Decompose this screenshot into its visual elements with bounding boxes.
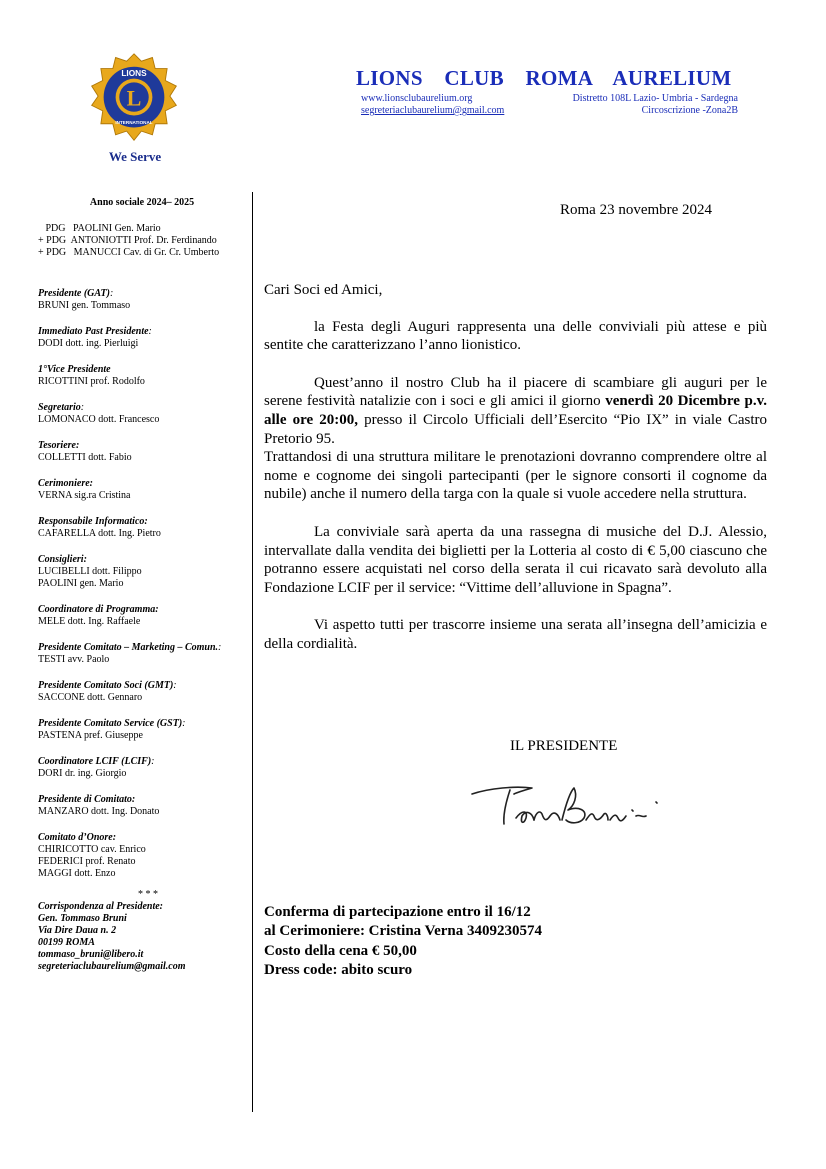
officer-name: SACCONE dott. Gennaro [38, 692, 143, 703]
officer-name: DODI dott. ing. Pierluigi [38, 338, 139, 349]
paragraph-4: La conviviale sarà aperta da una rassegna di musiche del D.J. Alessio, intervallate dalla vendita dei biglietti per la Lotteria al costo di € 5,00 ciascuno che potranno essere acquistati nel corso della serata il cui ricavato sarà devoluto alla Fondazione LCIF per il service: “Vittime dell’alluvione in Spagna”. [264, 523, 767, 596]
paragraph-1: la Festa degli Auguri rappresenta una delle conviviali più attese e più sentite che caratterizzano l’anno lionistico. [264, 318, 767, 354]
officer-entry: Presidente (GAT): BRUNI gen. Tommaso [38, 288, 250, 312]
confirmation-deadline: Conferma di partecipazione entro il 16/12 [264, 904, 531, 920]
separator-stars: * * * [138, 889, 158, 900]
officers-list [38, 288, 250, 880]
officer-name: MAGGI dott. Enzo [38, 868, 116, 879]
confirmation-contact: al Cerimoniere: Cristina Verna 3409230574 [264, 923, 543, 940]
officer-entry: Presidente Comitato – Marketing – Comun.: TESTI avv. Paolo [38, 642, 250, 666]
officer-entry: Cerimoniere: VERNA sig.ra Cristina [38, 478, 250, 502]
letter-body [264, 281, 767, 654]
officer-name: LUCIBELLI dott. Filippo [38, 566, 142, 577]
pdg-list [38, 223, 250, 259]
zone-label: Circoscrizione -Zona2B [641, 105, 738, 116]
paragraph-2: Quest’anno il nostro Club ha il piacere di scambiare gli auguri per le serene festività natalizie con i soci e gli amici il giorno venerdì 20 Dicembre p.v. alle ore 20:00, presso il Circolo Ufficiali dell’Esercito “Pio IX” in viale Castro Pretorio 95. [264, 374, 767, 447]
pdg-item: + PDG ANTONIOTTI Prof. Dr. Ferdinando [38, 235, 217, 246]
officer-name: VERNA sig.ra Cristina [38, 490, 131, 501]
website-link[interactable]: www.lionsclubaurelium.org [361, 93, 473, 104]
officer-entry: 1°Vice Presidente RICOTTINI prof. Rodolfo [38, 364, 250, 388]
officer-entry: Presidente Comitato Soci (GMT): SACCONE dott. Gennaro [38, 680, 250, 704]
column-divider [252, 192, 253, 1112]
correspondence-line: 00199 ROMA [38, 937, 95, 948]
letter-date: Roma 23 novembre 2024 [560, 202, 713, 218]
officer-entry: Consiglieri: LUCIBELLI dott. Filippo PAOLINI gen. Mario [38, 554, 250, 590]
officer-entry: Presidente Comitato Service (GST): PASTENA pref. Giuseppe [38, 718, 250, 742]
correspondence-line: Corrispondenza al Presidente: [38, 901, 164, 912]
officer-name: DORI dr. ing. Giorgio [38, 768, 127, 779]
officer-name: PASTENA pref. Giuseppe [38, 730, 143, 741]
officer-entry: Coordinatore di Programma: MELE dott. Ing. Raffaele [38, 604, 250, 628]
svg-text:L: L [126, 85, 142, 111]
paragraph-3: Trattandosi di una struttura militare le prenotazioni dovranno comprendere oltre al nome e cognome dei singoli partecipanti (per le signore consorti il cognome da nubile) anche il numero della targa con la quale si vuole accedere nella struttura. [264, 449, 767, 503]
district-label: Distretto 108L Lazio- Umbria - Sardegna [572, 93, 738, 104]
club-title: LIONS CLUB ROMA AURELIUM [356, 66, 732, 90]
officers-sidebar [38, 197, 250, 973]
pdg-item: + PDG MANUCCI Cav. di Gr. Cr. Umberto [38, 247, 220, 258]
officer-name: CHIRICOTTO cav. Enrico [38, 844, 146, 855]
pdg-item: PDG PAOLINI Gen. Mario [38, 223, 161, 234]
officer-name: MELE dott. Ing. Raffaele [38, 616, 141, 627]
officer-name: RICOTTINI prof. Rodolfo [38, 376, 145, 387]
correspondence-line: Via Dire Daua n. 2 [38, 925, 117, 936]
club-email-link[interactable]: segreteriaclubaurelium@gmail.com [361, 105, 505, 116]
officer-entry: Comitato d’Onore: CHIRICOTTO cav. Enrico FEDERICI prof. Renato MAGGI dott. Enzo [38, 832, 250, 880]
correspondence-line: Gen. Tommaso Bruni [38, 913, 127, 924]
officer-name: BRUNI gen. Tommaso [38, 300, 131, 311]
officer-name: CAFARELLA dott. Ing. Pietro [38, 528, 161, 539]
officer-name: MANZARO dott. Ing. Donato [38, 806, 160, 817]
signature-title: IL PRESIDENTE [510, 738, 618, 754]
svg-text:LIONS: LIONS [121, 68, 147, 78]
confirmation-block [264, 903, 542, 981]
motto: We Serve [108, 149, 162, 164]
officer-name: PAOLINI gen. Mario [38, 578, 124, 589]
social-year: Anno sociale 2024– 2025 [89, 197, 195, 208]
dress-code: Dress code: abito scuro [264, 962, 413, 979]
officer-name: LOMONACO dott. Francesco [38, 414, 160, 425]
officer-name: FEDERICI prof. Renato [38, 856, 136, 867]
svg-text:INTERNATIONAL: INTERNATIONAL [115, 119, 153, 125]
officer-entry: Segretario: LOMONACO dott. Francesco [38, 402, 250, 426]
officer-entry: Tesoriere: COLLETTI dott. Fabio [38, 440, 250, 464]
lions-club-logo [88, 52, 180, 144]
secretary-email-link[interactable]: segreteriaclubaurelium@gmail.com [38, 961, 186, 972]
president-email-link[interactable]: tommaso_bruni@libero.it [38, 949, 144, 960]
officer-entry: Coordinatore LCIF (LCIF): DORI dr. ing. Giorgio [38, 756, 250, 780]
officer-name: TESTI avv. Paolo [38, 654, 110, 665]
officer-entry: Responsabile Informatico: CAFARELLA dott. Ing. Pietro [38, 516, 250, 540]
paragraph-5: Vi aspetto tutti per trascorre insieme una serata all’insegna dell’amicizia e della cordialità. [264, 617, 767, 652]
handwritten-signature [470, 780, 680, 840]
officer-entry: Presidente di Comitato: MANZARO dott. Ing. Donato [38, 794, 250, 818]
officer-name: COLLETTI dott. Fabio [38, 452, 132, 463]
correspondence-block [38, 901, 250, 973]
event-date: venerdì 20 Dicembre p.v. alle ore 20:00, [264, 393, 767, 428]
greeting: Cari Soci ed Amici, [264, 282, 383, 298]
officer-entry: Immediato Past Presidente: DODI dott. ing. Pierluigi [38, 326, 250, 350]
dinner-cost: Costo della cena € 50,00 [264, 942, 417, 959]
